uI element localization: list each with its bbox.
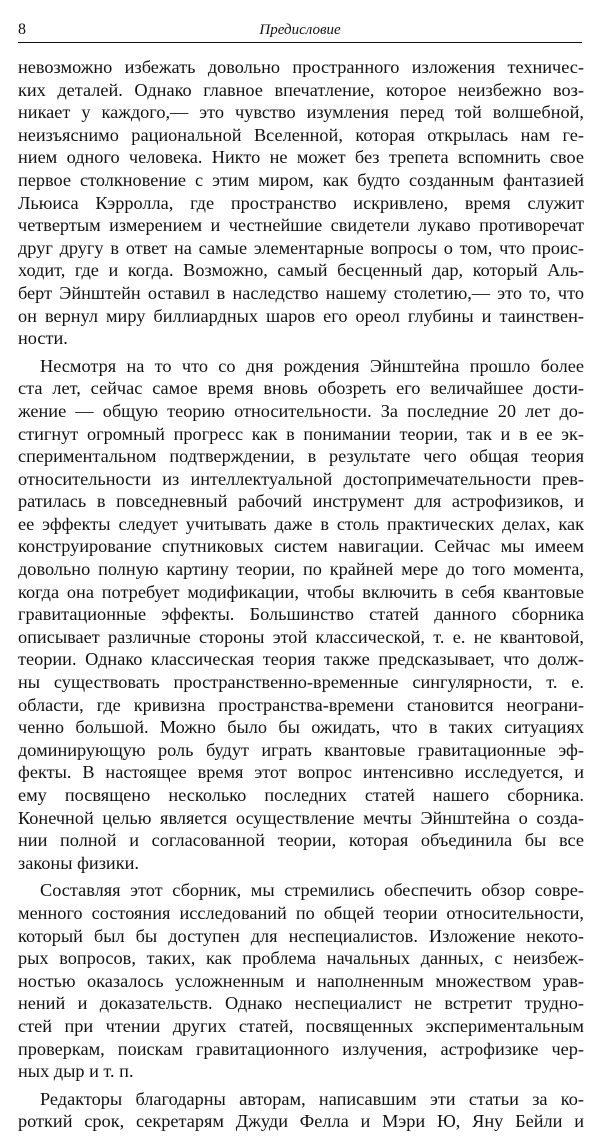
paragraph (18, 879, 584, 1082)
paragraph (18, 56, 584, 350)
text-line: нием одного человека. Никто не может без трепета вспомнить свое (18, 147, 584, 168)
text-line: теории. Однако классическая теория также предсказывает, что долж- (18, 649, 584, 670)
page-number: 8 (18, 21, 26, 38)
text-line: никает у каждого,— это чувство изумления перед той волшебной, (18, 102, 584, 123)
text-line: описывает различные стороны этой классической, т. е. не квантовой, (18, 626, 584, 647)
text-line: ности. (18, 328, 68, 349)
text-line: ченно большой. Можно было бы ожидать, что в таких ситуациях (18, 717, 584, 738)
text-line: доминирующую роль будут играть квантовые гравитационные эф- (18, 739, 584, 760)
text-line: нений и доказательств. Однако неспециалист не встретит трудно- (18, 993, 584, 1014)
running-title: Предисловие (259, 22, 341, 38)
text-line: ких деталей. Однако главное впечатление, которое неизбежно воз- (18, 79, 584, 100)
paragraph (18, 355, 584, 875)
text-line: ностью оказалось усложненным и наполненным множеством урав- (18, 970, 584, 991)
running-head (18, 20, 582, 43)
text-line: Конечной целью является осуществление мечты Эйнштейна о созда- (18, 807, 584, 828)
text-line: рых вопросов, таких, как проблема начальных данных, с неизбеж- (18, 948, 584, 969)
text-line: стигнут огромный прогресс как в понимании теории, так и в ее эк- (18, 423, 584, 444)
text-line: ны существовать пространственно-временные сингулярности, т. е. (18, 672, 584, 693)
body-text (18, 56, 584, 1138)
text-line: ратилась в повседневный рабочий инструмент для астрофизиков, и (18, 491, 584, 512)
text-line: невозможно избежать довольно пространного изложения техничес- (18, 57, 584, 77)
text-line: роткий срок, секретарям Джуди Фелла и Мэри Ю, Яну Бейли и (18, 1111, 584, 1132)
text-line: ста лет, сейчас самое время вновь обозреть его величайшее дости- (18, 378, 584, 399)
text-line: области, где кривизна пространства-времени становится неограни- (18, 694, 584, 715)
text-line: ных дыр и т. п. (18, 1061, 134, 1082)
text-line: проверкам, поискам гравитационного излучения, астрофизике чер- (18, 1038, 584, 1059)
text-line: ее эффекты следует учитывать даже в столь практических делах, как (18, 513, 584, 534)
text-line: законы физики. (18, 852, 139, 873)
text-line: берт Эйнштейн оставил в наследство нашему столетию,— это то, что (18, 282, 584, 303)
text-line: Льюиса Кэрролла, где пространство искривлено, время служит (18, 192, 584, 213)
text-line: спериментальном подтверждении, в результате чего общая теория (18, 446, 584, 467)
text-line: четвертым измерением и честнейшие свидетели лукаво противоречат (18, 215, 584, 236)
text-line: довольно полную картину теории, по крайней мере до того момента, (18, 559, 584, 580)
text-line: фекты. В настоящее время этот вопрос интенсивно исследуется, и (18, 762, 584, 783)
text-line: Несмотря на то что со дня рождения Эйнштейна прошло более (40, 355, 584, 376)
text-line: стей при чтении других статей, посвященных экспериментальным (18, 1015, 584, 1036)
text-line: нии полной и согласованной теории, которая объединила бы все (18, 830, 584, 851)
text-line: ему посвящено несколько последних статей нашего сборника. (18, 785, 584, 805)
text-line: первое столкновение с этим миром, как будто созданным фантазией (18, 169, 584, 190)
text-line: неизъяснимо рациональной Вселенной, которая открылась нам ге- (18, 124, 584, 145)
text-line: Редакторы благодарны авторам, написавшим эти статьи за ко- (40, 1088, 584, 1109)
text-line: Составляя этот сборник, мы стремились обеспечить обзор совре- (40, 880, 584, 901)
text-line: менного состояния исследований по общей теории относительности, (18, 902, 584, 923)
text-line: гравитационные эффекты. Большинство статей данного сборника (18, 604, 584, 625)
text-line: ходит, где и когда. Возможно, самый бесценный дар, который Аль- (18, 260, 584, 281)
paragraph (18, 1088, 584, 1133)
text-line: когда она потребует модификации, чтобы включить в себя квантовые (18, 581, 584, 602)
text-line: друг другу в ответ на самые элементарные вопросы о том, что проис- (18, 237, 584, 258)
text-line: который был бы доступен для неспециалистов. Изложение некото- (18, 925, 584, 946)
text-line: жение — общую теорию относительности. За последние 20 лет до- (18, 400, 584, 421)
text-line: конструирование спутниковых систем навигации. Сейчас мы имеем (18, 536, 584, 557)
text-line: относительности из интеллектуальной достопримечательности прев- (18, 468, 584, 489)
text-line: он вернул миру биллиардных шаров его ореол глубины и таинствен- (18, 305, 584, 326)
